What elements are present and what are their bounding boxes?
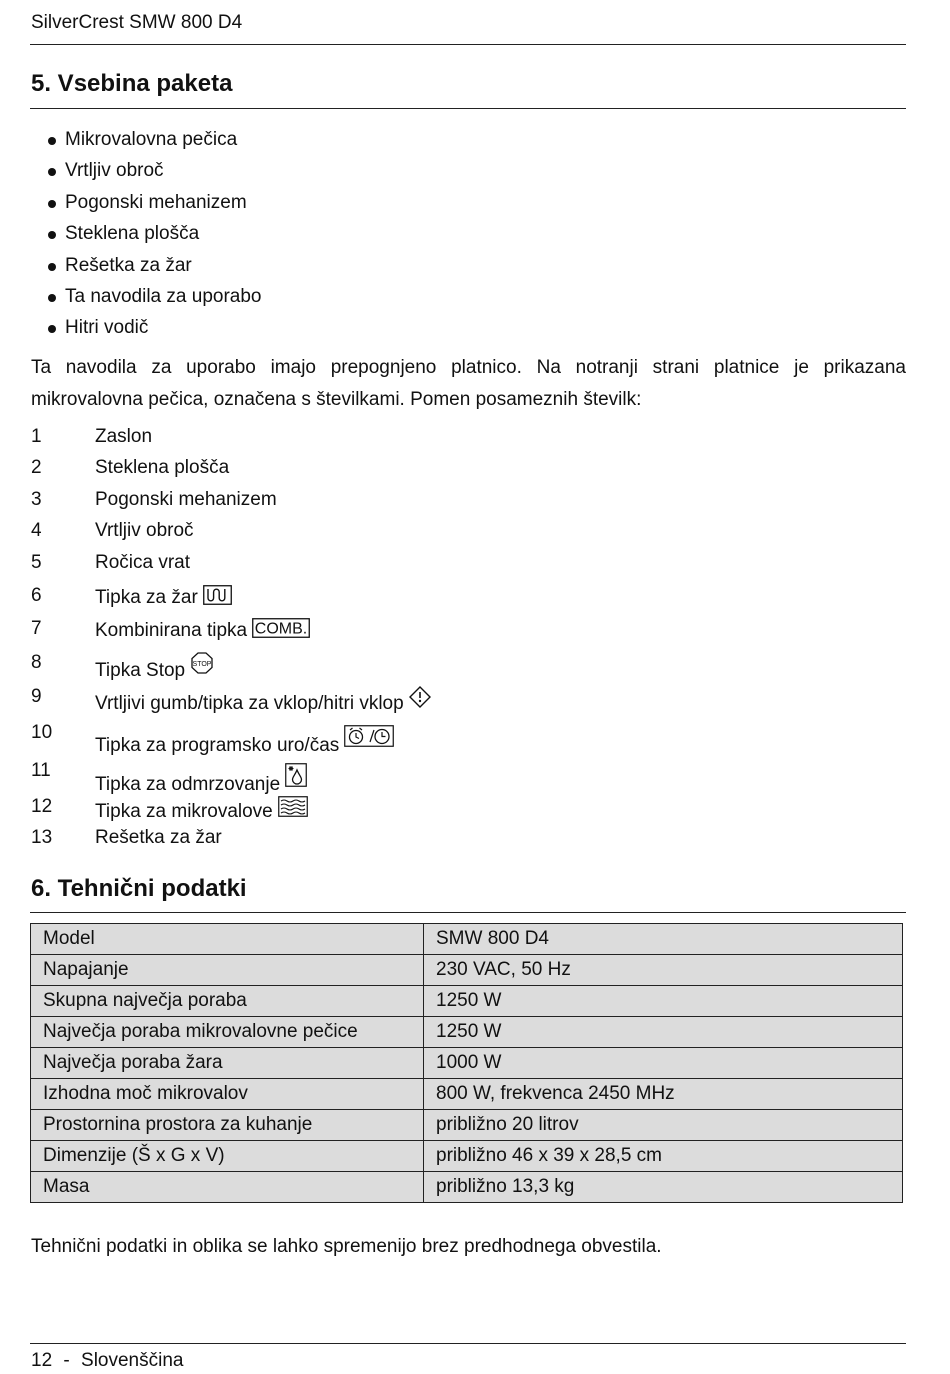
legend-text: Tipka za žar — [95, 587, 198, 608]
legend-number: 13 — [31, 827, 53, 848]
table-row — [31, 1172, 903, 1203]
list-item: Rešetka za žar — [46, 250, 261, 281]
section5-rule — [30, 108, 906, 109]
legend-number: 11 — [31, 760, 51, 781]
spec-key: Masa — [31, 1172, 424, 1203]
fold-out-paragraph: Ta navodila za uporabo imajo prepognjeno platnico. Na notranji strani platnice je prikazana mikrovalovna pečica, označena s številkami. Pomen posameznih številk: — [31, 357, 906, 410]
spec-key: Največja poraba žara — [31, 1048, 424, 1079]
spec-value: SMW 800 D4 — [424, 924, 903, 955]
spec-value: 1250 W — [424, 986, 903, 1017]
spec-key: Napajanje — [31, 955, 424, 986]
legend-text: Steklena plošča — [95, 457, 230, 478]
spec-key: Model — [31, 924, 424, 955]
list-item: Pogonski mehanizem — [46, 187, 261, 218]
page-header-title: SilverCrest SMW 800 D4 — [31, 12, 243, 33]
legend-text: Vrtljivi gumb/tipka za vklop/hitri vklop — [95, 693, 404, 714]
table-row — [31, 986, 903, 1017]
footer-language: Slovenščina — [81, 1350, 184, 1371]
table-row — [31, 1079, 903, 1110]
list-item: Hitri vodič — [46, 312, 261, 343]
legend-text: Rešetka za žar — [95, 827, 222, 848]
legend-text: Tipka za mikrovalove — [95, 801, 273, 822]
legend-number: 1 — [31, 426, 42, 447]
legend-text: Kombinirana tipka — [95, 620, 248, 641]
footer-rule — [30, 1343, 906, 1344]
timer-clock-icon — [344, 725, 394, 747]
list-item: Steklena plošča — [46, 218, 261, 249]
legend-number: 3 — [31, 489, 42, 510]
legend-text: Vrtljiv obroč — [95, 520, 194, 541]
legend-text: Pogonski mehanizem — [95, 489, 277, 510]
technical-data-table — [30, 923, 903, 1203]
page-footer — [31, 1350, 183, 1372]
spec-change-note: Tehnični podatki in oblika se lahko spremenijo brez predhodnega obvestila. — [31, 1236, 662, 1257]
grill-icon — [203, 585, 232, 605]
legend-text: Tipka za odmrzovanje — [95, 774, 281, 795]
table-row — [31, 1141, 903, 1172]
table-row — [31, 924, 903, 955]
spec-key: Največja poraba mikrovalovne pečice — [31, 1017, 424, 1048]
comb-icon — [252, 618, 310, 638]
legend-number: 4 — [31, 520, 42, 541]
spec-value: približno 46 x 39 x 28,5 cm — [424, 1141, 903, 1172]
spec-key: Skupna največja poraba — [31, 986, 424, 1017]
legend-number: 8 — [31, 652, 42, 673]
footer-separator: - — [63, 1350, 70, 1371]
spec-value: približno 20 litrov — [424, 1110, 903, 1141]
table-row — [31, 1110, 903, 1141]
spec-key: Dimenzije (Š x G x V) — [31, 1141, 424, 1172]
list-item: Vrtljiv obroč — [46, 155, 261, 186]
table-row — [31, 955, 903, 986]
spec-key: Prostornina prostora za kuhanje — [31, 1110, 424, 1141]
package-contents-list — [46, 124, 261, 344]
legend-text: Ročica vrat — [95, 552, 191, 573]
spec-value: približno 13,3 kg — [424, 1172, 903, 1203]
page-number: 12 — [31, 1350, 53, 1371]
microwave-icon — [278, 796, 308, 817]
legend-number: 5 — [31, 552, 42, 573]
legend-number: 6 — [31, 585, 42, 606]
section5-title: 5. Vsebina paketa — [31, 70, 233, 97]
section6-title: 6. Tehnični podatki — [31, 875, 247, 902]
header-rule — [30, 44, 906, 45]
legend-number: 2 — [31, 457, 42, 478]
legend-number: 9 — [31, 686, 42, 707]
spec-value: 1000 W — [424, 1048, 903, 1079]
table-row — [31, 1048, 903, 1079]
legend-number: 10 — [31, 722, 53, 743]
table-row — [31, 1017, 903, 1048]
spec-value: 230 VAC, 50 Hz — [424, 955, 903, 986]
legend-text: Zaslon — [95, 426, 153, 447]
list-item: Ta navodila za uporabo — [46, 281, 261, 312]
legend-number: 12 — [31, 796, 53, 817]
spec-key: Izhodna moč mikrovalov — [31, 1079, 424, 1110]
spec-value: 1250 W — [424, 1017, 903, 1048]
spec-value: 800 W, frekvenca 2450 MHz — [424, 1079, 903, 1110]
stop-icon — [190, 652, 214, 674]
legend-number: 7 — [31, 618, 42, 639]
legend-text: Tipka Stop — [95, 660, 186, 681]
svg-text:STOP: STOP — [192, 661, 212, 668]
list-item: Mikrovalovna pečica — [46, 124, 261, 155]
defrost-icon — [285, 763, 307, 787]
legend-text: Tipka za programsko uro/čas — [95, 735, 340, 756]
section6-rule — [30, 912, 906, 913]
svg-text:COMB.: COMB. — [254, 620, 308, 638]
start-icon — [409, 686, 431, 708]
